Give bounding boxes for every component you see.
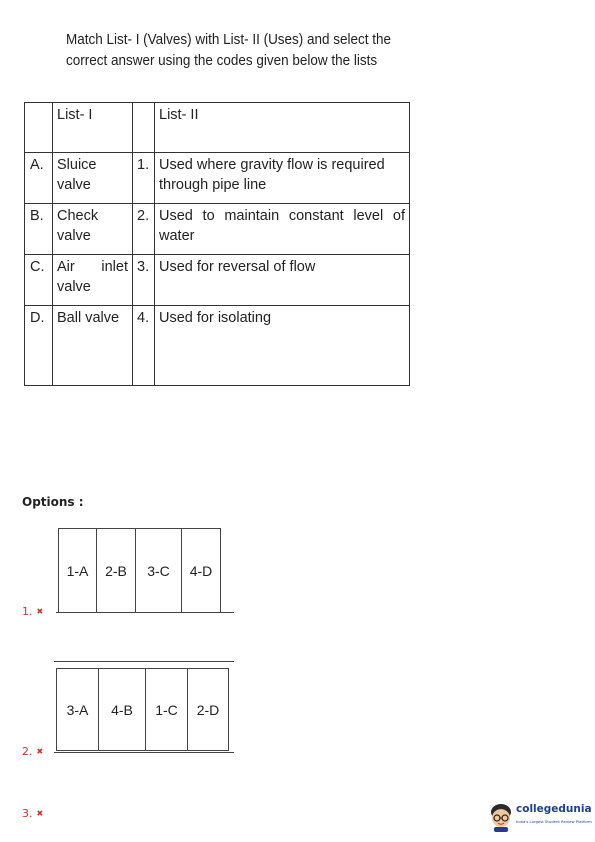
cross-icon: ✖: [36, 747, 44, 756]
option-2-rule: [54, 752, 234, 753]
option-code: 3-C: [136, 529, 182, 613]
option-number: 3.: [22, 807, 33, 820]
table-header-row: [25, 103, 410, 153]
options-heading: Options :: [22, 495, 84, 509]
row-letter: C.: [25, 255, 53, 306]
valve-name: Sluice valve: [53, 153, 133, 204]
option-code: 3-A: [57, 669, 99, 751]
valve-name: Ball valve: [53, 306, 133, 386]
valve-use: Used for reversal of flow: [155, 255, 410, 306]
valve-name: Check valve: [53, 204, 133, 255]
list-1-header: List- I: [53, 103, 133, 153]
list-2-header: List- II: [155, 103, 410, 153]
table-row: [25, 153, 410, 204]
row-letter: D.: [25, 306, 53, 386]
option-code: 1-A: [59, 529, 97, 613]
option-1-marker[interactable]: [22, 605, 43, 618]
option-code: 2-B: [97, 529, 136, 613]
option-2-code-grid: [56, 668, 229, 751]
row-letter: A.: [25, 153, 53, 204]
valve-name: Air inlet valve: [53, 255, 133, 306]
option-code: 1-C: [146, 669, 188, 751]
cross-icon: ✖: [36, 607, 44, 616]
logo-wordmark: collegedunia: [516, 803, 592, 815]
collegedunia-logo: [488, 800, 590, 834]
option-number: 2.: [22, 745, 33, 758]
question-line-1: Match List- I (Valves) with List- II (Uses) and select the: [66, 32, 391, 48]
valve-use: Used where gravity flow is required through pipe line: [155, 153, 410, 204]
cross-icon: ✖: [36, 809, 44, 818]
question-text: [66, 30, 438, 72]
valve-use: Used to maintain constant level of water: [155, 204, 410, 255]
option-code: 4-D: [182, 529, 221, 613]
table-row: [25, 204, 410, 255]
valve-use: Used for isolating: [155, 306, 410, 386]
student-mascot-icon: [488, 802, 514, 832]
table-row: [25, 255, 410, 306]
logo-tagline: India's Largest Student Review Platform: [516, 819, 592, 824]
row-letter: B.: [25, 204, 53, 255]
option-number: 1.: [22, 605, 33, 618]
question-line-2: correct answer using the codes given below the lists: [66, 53, 378, 69]
option-2-top-rule: [54, 661, 234, 662]
option-2-marker[interactable]: [22, 745, 43, 758]
option-1-code-grid: [58, 528, 221, 613]
option-1-rule: [56, 612, 234, 613]
match-table: [24, 102, 410, 386]
row-number: 3.: [133, 255, 155, 306]
table-row: [25, 306, 410, 386]
option-code: 2-D: [188, 669, 229, 751]
option-code: 4-B: [99, 669, 146, 751]
row-number: 4.: [133, 306, 155, 386]
row-number: 1.: [133, 153, 155, 204]
row-number: 2.: [133, 204, 155, 255]
option-3-marker[interactable]: [22, 807, 43, 820]
